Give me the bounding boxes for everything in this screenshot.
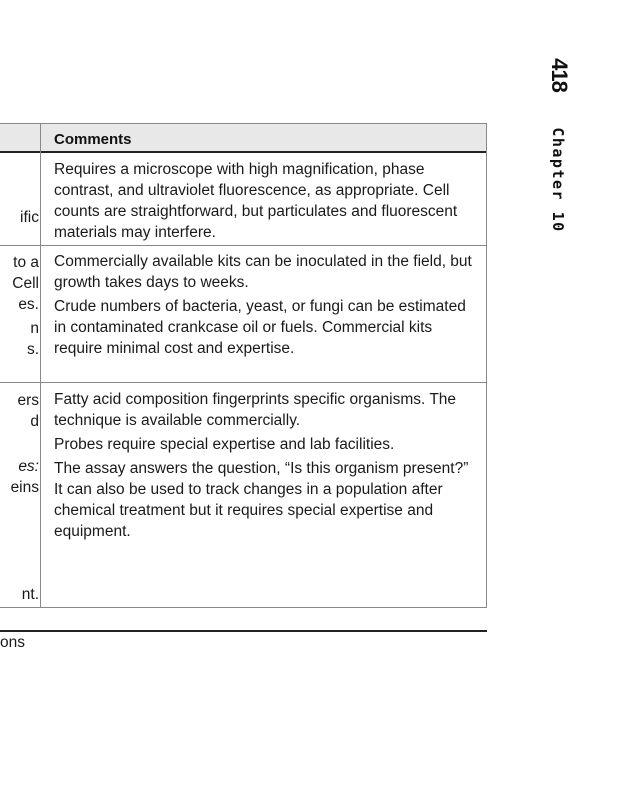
comments-column-header: Comments xyxy=(54,131,132,148)
left-column-fragment: ific xyxy=(20,209,39,226)
left-column-fragment: ers xyxy=(17,392,39,409)
left-column-fragment: nt. xyxy=(21,586,39,603)
comment-paragraph: The assay answers the question, “Is this organism present?” It can also be used to track changes in a population after chemical treatment but it requires special expertise and equipment. xyxy=(54,460,469,540)
comments-cell-1 xyxy=(54,159,479,246)
row-separator xyxy=(0,382,486,383)
comment-paragraph: Requires a microscope with high magnification, phase contrast, and ultraviolet fluorescence, as appropriate. Cell counts are straightforward, but particulates and fluorescent materials may interfere. xyxy=(54,161,458,241)
comments-cell-2 xyxy=(54,251,479,362)
data-table xyxy=(0,123,487,608)
comments-cell-3 xyxy=(54,389,479,545)
table-bottom-rule xyxy=(0,630,487,632)
chapter-label: Chapter 10 xyxy=(549,127,567,233)
comment-paragraph: Crude numbers of bacteria, yeast, or fungi can be estimated in contaminated crankcase oil or fuels. Commercial kits require minimal cost and expertise. xyxy=(54,298,466,357)
comment-paragraph: Fatty acid composition fingerprints specific organisms. The technique is available commercially. xyxy=(54,391,457,429)
footnote-fragment: ons xyxy=(0,634,25,651)
left-column-fragment: es. xyxy=(18,296,39,313)
left-column-fragment: Cell xyxy=(12,275,39,292)
left-column-fragment: s. xyxy=(26,341,39,358)
table-header-row xyxy=(0,124,486,153)
left-column-fragment: to a xyxy=(13,254,39,271)
left-column-fragment: es: xyxy=(18,458,39,475)
comment-paragraph: Probes require special expertise and lab facilities. xyxy=(54,436,395,453)
left-column-fragment: n xyxy=(30,320,39,337)
column-divider xyxy=(40,124,41,607)
left-column-fragment: d xyxy=(30,413,39,430)
page-number: 418 xyxy=(547,58,572,92)
comment-paragraph: Commercially available kits can be inoculated in the field, but growth takes days to weeks. xyxy=(54,253,472,291)
left-column-fragment: eins xyxy=(10,479,39,496)
row-separator xyxy=(0,245,486,246)
